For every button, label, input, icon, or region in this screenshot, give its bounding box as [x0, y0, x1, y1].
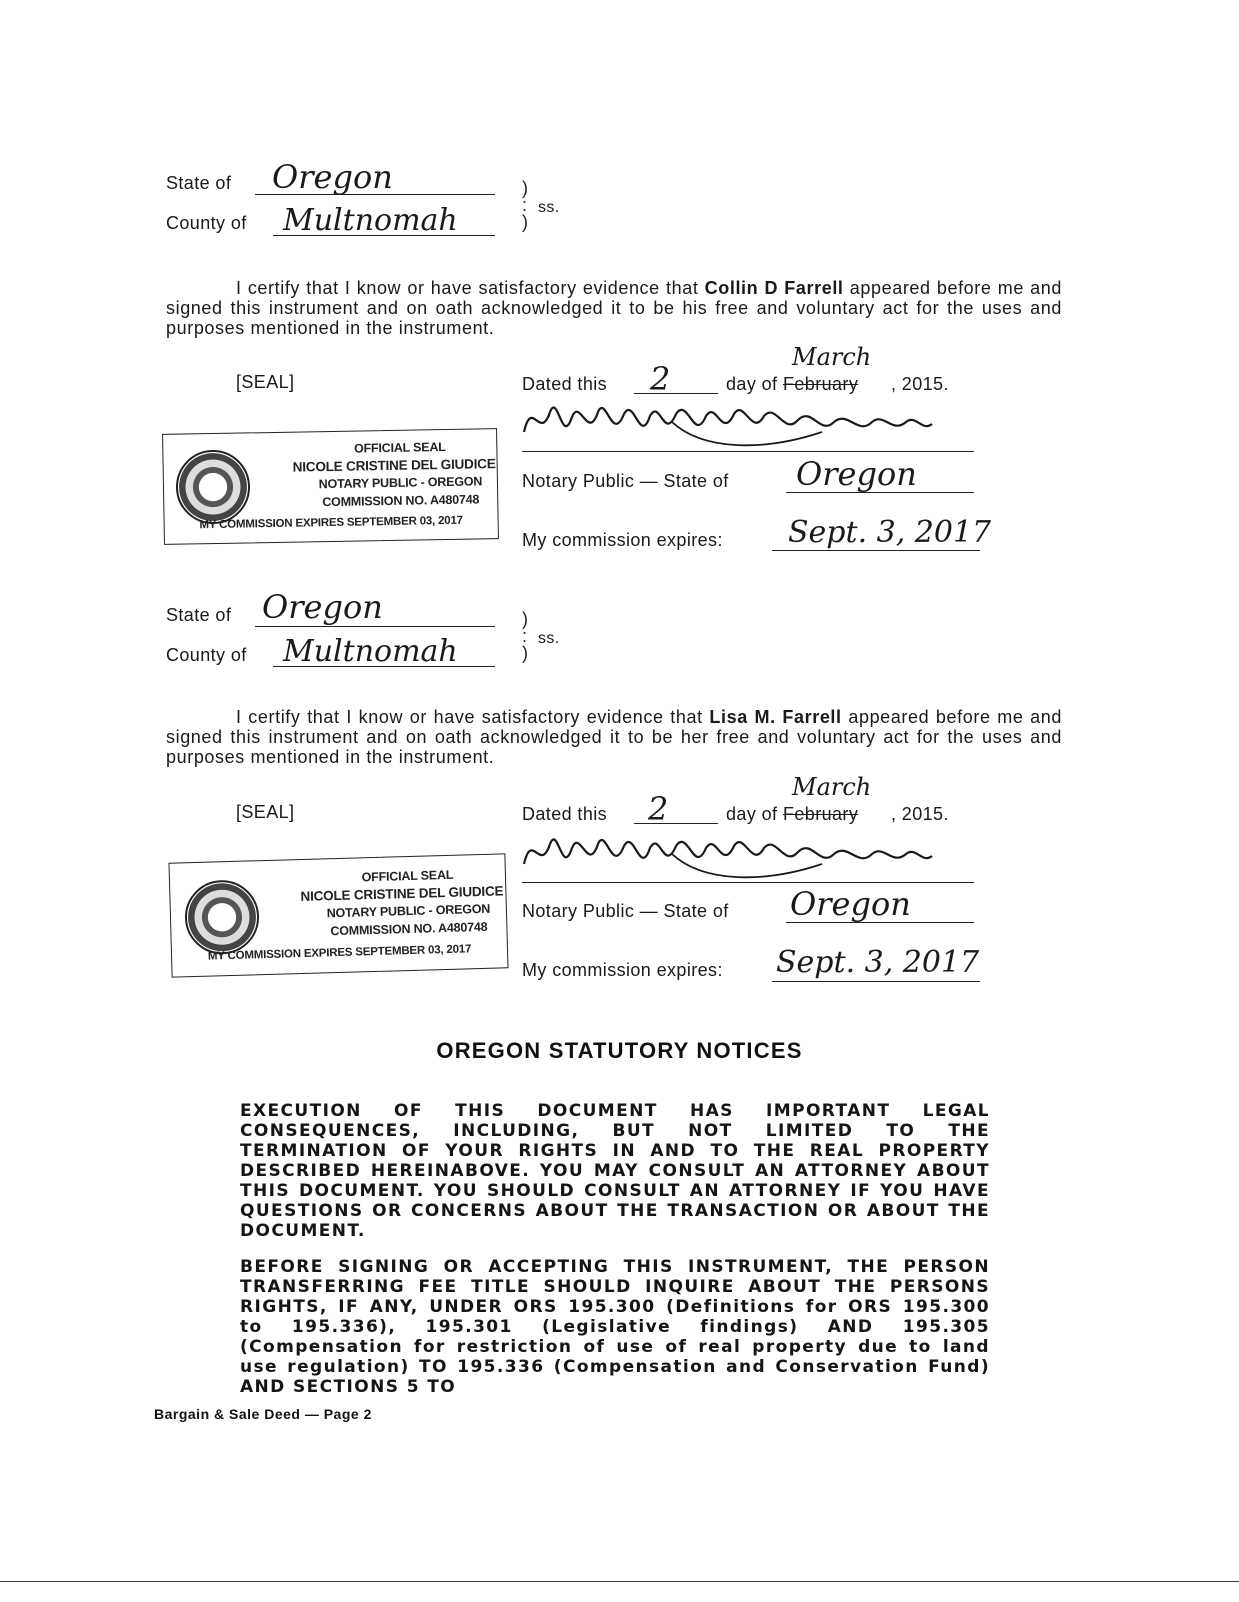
seal-label: [SEAL]	[236, 802, 295, 822]
stamp-line-3: NOTARY PUBLIC - OREGON	[318, 474, 483, 492]
state-label: State of	[166, 605, 232, 625]
expires-label: My commission expires:	[522, 530, 723, 550]
signer-name: Collin D Farrell	[704, 278, 844, 298]
signer-name: Lisa M. Farrell	[709, 707, 842, 727]
notary-signature	[522, 392, 974, 458]
month-handwritten: March	[792, 343, 872, 371]
state-handwritten: Oregon	[272, 158, 393, 196]
signature-line	[522, 882, 974, 883]
cert-prefix: I certify that I know or have satisfactory evidence that	[236, 707, 703, 727]
county-handwritten: Multnomah	[283, 203, 458, 238]
notary-seal-stamp	[168, 853, 508, 977]
stamp-line-1: OFFICIAL SEAL	[361, 867, 454, 885]
ss-label: ss.	[538, 630, 560, 647]
month-struck: February	[783, 804, 859, 824]
county-handwritten: Multnomah	[283, 634, 458, 669]
expires-handwritten: Sept. 3, 2017	[776, 945, 980, 980]
day-of-label: day of	[726, 374, 778, 394]
year-label: , 2015.	[891, 804, 949, 824]
ss-bracket: ) : )	[522, 609, 528, 663]
state-handwritten: Oregon	[262, 588, 383, 626]
day-handwritten: 2	[648, 790, 669, 828]
notary-state-handwritten: Oregon	[796, 455, 917, 493]
notice-paragraph-1: EXECUTION OF THIS DOCUMENT HAS IMPORTANT LEGAL CONSEQUENCES, INCLUDING, BUT NOT LIMITED TO THE TERMINATION OF YOUR RIGHTS IN AND TO THE REAL PROPERTY DESCRIBED HEREINABOVE. YOU MAY CONSULT AN ATTORNEY ABOUT THIS DOCUMENT. YOU SHOULD CONSULT AN ATTORNEY IF YOU HAVE QUESTIONS OR CONCERNS ABOUT THE TRANSACTION OR ABOUT THE DOCUMENT.	[240, 1101, 990, 1241]
notary-seal-stamp	[162, 428, 499, 545]
day-handwritten: 2	[650, 360, 671, 398]
day-of-label: day of	[726, 804, 778, 824]
ss-bracket: ) : )	[522, 178, 528, 232]
dated-label: Dated this	[522, 374, 608, 394]
stamp-line-5: MY COMMISSION EXPIRES SEPTEMBER 03, 2017	[199, 514, 463, 532]
page-footer: Bargain & Sale Deed — Page 2	[154, 1406, 372, 1422]
stamp-line-3: NOTARY PUBLIC - OREGON	[326, 901, 491, 921]
notary-signature	[522, 822, 974, 888]
year-label: , 2015.	[891, 374, 949, 394]
notices-heading: OREGON STATUTORY NOTICES	[436, 1038, 803, 1063]
stamp-line-2: NICOLE CRISTINE DEL GIUDICE	[292, 456, 496, 475]
expires-line	[772, 550, 980, 551]
ss-label: ss.	[538, 199, 560, 216]
stamp-line-4: COMMISSION NO. A480748	[330, 919, 488, 939]
notary-label: Notary Public — State of	[522, 901, 729, 921]
state-line	[255, 626, 495, 627]
dated-label: Dated this	[522, 804, 608, 824]
stamp-line-4: COMMISSION NO. A480748	[322, 492, 480, 510]
month-handwritten: March	[792, 773, 872, 801]
certification-paragraph	[166, 278, 1062, 338]
notary-state-handwritten: Oregon	[790, 885, 911, 923]
county-label: County of	[166, 213, 247, 233]
month-struck: February	[783, 374, 859, 394]
state-label: State of	[166, 173, 232, 193]
stamp-line-1: OFFICIAL SEAL	[353, 439, 446, 456]
county-label: County of	[166, 645, 247, 665]
cert-prefix: I certify that I know or have satisfactory evidence that	[236, 278, 699, 298]
certification-paragraph	[166, 707, 1062, 767]
expires-label: My commission expires:	[522, 960, 723, 980]
cert-suffix: appeared before me and signed this instrument and on oath acknowledged it to be his free and voluntary act for the uses and purposes mentioned in the instrument.	[166, 278, 1062, 338]
stamp-line-2: NICOLE CRISTINE DEL GIUDICE	[300, 883, 504, 905]
notary-label: Notary Public — State of	[522, 471, 729, 491]
page-bottom-rule	[0, 1581, 1239, 1582]
expires-handwritten: Sept. 3, 2017	[788, 515, 992, 550]
expires-line	[772, 981, 980, 982]
cert-suffix: appeared before me and signed this instrument and on oath acknowledged it to be her free and voluntary act for the uses and purposes mentioned in the instrument.	[166, 707, 1062, 767]
notice-paragraph-2: BEFORE SIGNING OR ACCEPTING THIS INSTRUMENT, THE PERSON TRANSFERRING FEE TITLE SHOULD INQUIRE ABOUT THE PERSONS RIGHTS, IF ANY, UNDER ORS 195.300 (Definitions for ORS 195.300 to 195.336), 195.301 (Legislative findings) AND 195.305 (Compensation for restriction of use of real property due to land use regulation) TO 195.336 (Compensation and Conservation Fund) AND SECTIONS 5 TO	[240, 1257, 990, 1397]
stamp-line-5: MY COMMISSION EXPIRES SEPTEMBER 03, 2017	[207, 943, 472, 963]
seal-label: [SEAL]	[236, 372, 295, 392]
signature-line	[522, 451, 974, 452]
